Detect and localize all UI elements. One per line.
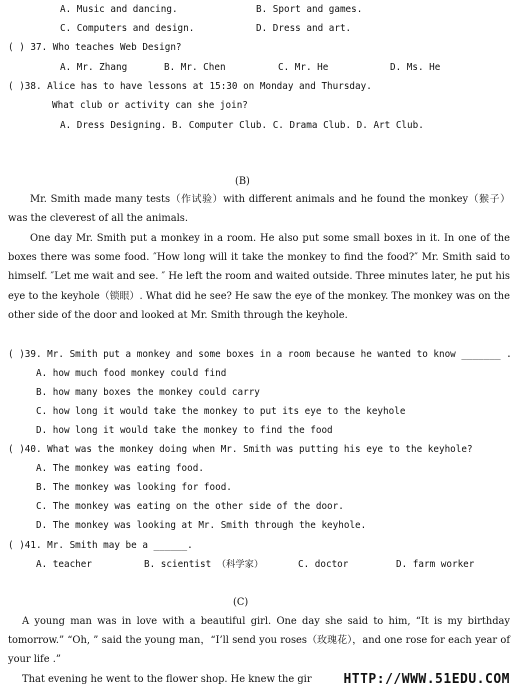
- q36-option-d: D. Dress and art.: [256, 23, 352, 34]
- section-b-paragraph-2: One day Mr. Smith put a monkey in a room. He also put some small boxes in it. In one of the boxes there was some food. ″How long will it take the monkey to find the food?″ Mr. Smith said to himself. ″Let me wait and see. ″ He left the room and waited outside. Three minutes later, he put his eye to the keyhole（锁眼）. What did he see? He saw the eye of the monkey. The monkey was on the other side of the door and looked at Mr. Smith through the keyhole.: [8, 233, 510, 321]
- q40-option-d: D. The monkey was looking at Mr. Smith through the keyhole.: [36, 520, 367, 531]
- q37-option-d: D. Ms. He: [390, 62, 441, 73]
- q41-option-a: A. teacher: [36, 559, 92, 570]
- q41-option-d: D. farm worker: [396, 559, 475, 570]
- section-c-paragraph-2: That evening he went to the flower shop. He knew the gir: [22, 674, 312, 685]
- q39-option-d: D. how long it would take the monkey to find the food: [36, 425, 333, 436]
- q39-option-b: B. how many boxes the monkey could carry: [36, 387, 260, 398]
- q41-option-c: C. doctor: [298, 559, 349, 570]
- watermark-url: HTTP://WWW.51EDU.COM: [343, 672, 510, 687]
- q36-option-a: A. Music and dancing.: [60, 4, 178, 15]
- q39-option-c: C. how long it would take the monkey to put its eye to the keyhole: [36, 406, 406, 417]
- section-c-paragraph-1: A young man was in love with a beautiful girl. One day she said to him, “It is my birthday tomorrow.” “Oh, ” said the young man，“I’ll send you roses（玫瑰花），and one rose for each year of your life .”: [8, 616, 510, 666]
- q37-option-a: A. Mr. Zhang: [60, 62, 128, 73]
- q36-option-b: B. Sport and games.: [256, 4, 363, 15]
- section-b-paragraph-1: Mr. Smith made many tests（作试验）with different animals and he found the monkey（猴子）was the cleverest of all the animals.: [8, 194, 510, 225]
- q37-option-b: B. Mr. Chen: [164, 62, 226, 73]
- q39-option-a: A. how much food monkey could find: [36, 368, 227, 379]
- q40-option-a: A. The monkey was eating food.: [36, 463, 204, 474]
- q40-option-c: C. The monkey was eating on the other side of the door.: [36, 501, 344, 512]
- q38-options: A. Dress Designing. B. Computer Club. C. Drama Club. D. Art Club.: [60, 120, 424, 131]
- q40-stem: ( )40. What was the monkey doing when Mr. Smith was putting his eye to the keyhole?: [8, 444, 473, 455]
- q37-stem: ( ) 37. Who teaches Web Design?: [8, 42, 182, 53]
- q39-stem: ( )39. Mr. Smith put a monkey and some boxes in a room because he wanted to know _______ .: [8, 349, 512, 360]
- q37-option-c: C. Mr. He: [278, 62, 329, 73]
- q40-option-b: B. The monkey was looking for food.: [36, 482, 232, 493]
- q41-option-b: B. scientist （科学家）: [144, 559, 264, 570]
- section-c-heading: (C): [233, 597, 249, 608]
- section-b-heading: (B): [235, 176, 250, 187]
- q38-stem: ( )38. Alice has to have lessons at 15:30 on Monday and Thursday.: [8, 81, 372, 92]
- q41-stem: ( )41. Mr. Smith may be a ______.: [8, 540, 193, 551]
- q38-subquestion: What club or activity can she join?: [52, 100, 248, 111]
- q36-option-c: C. Computers and design.: [60, 23, 195, 34]
